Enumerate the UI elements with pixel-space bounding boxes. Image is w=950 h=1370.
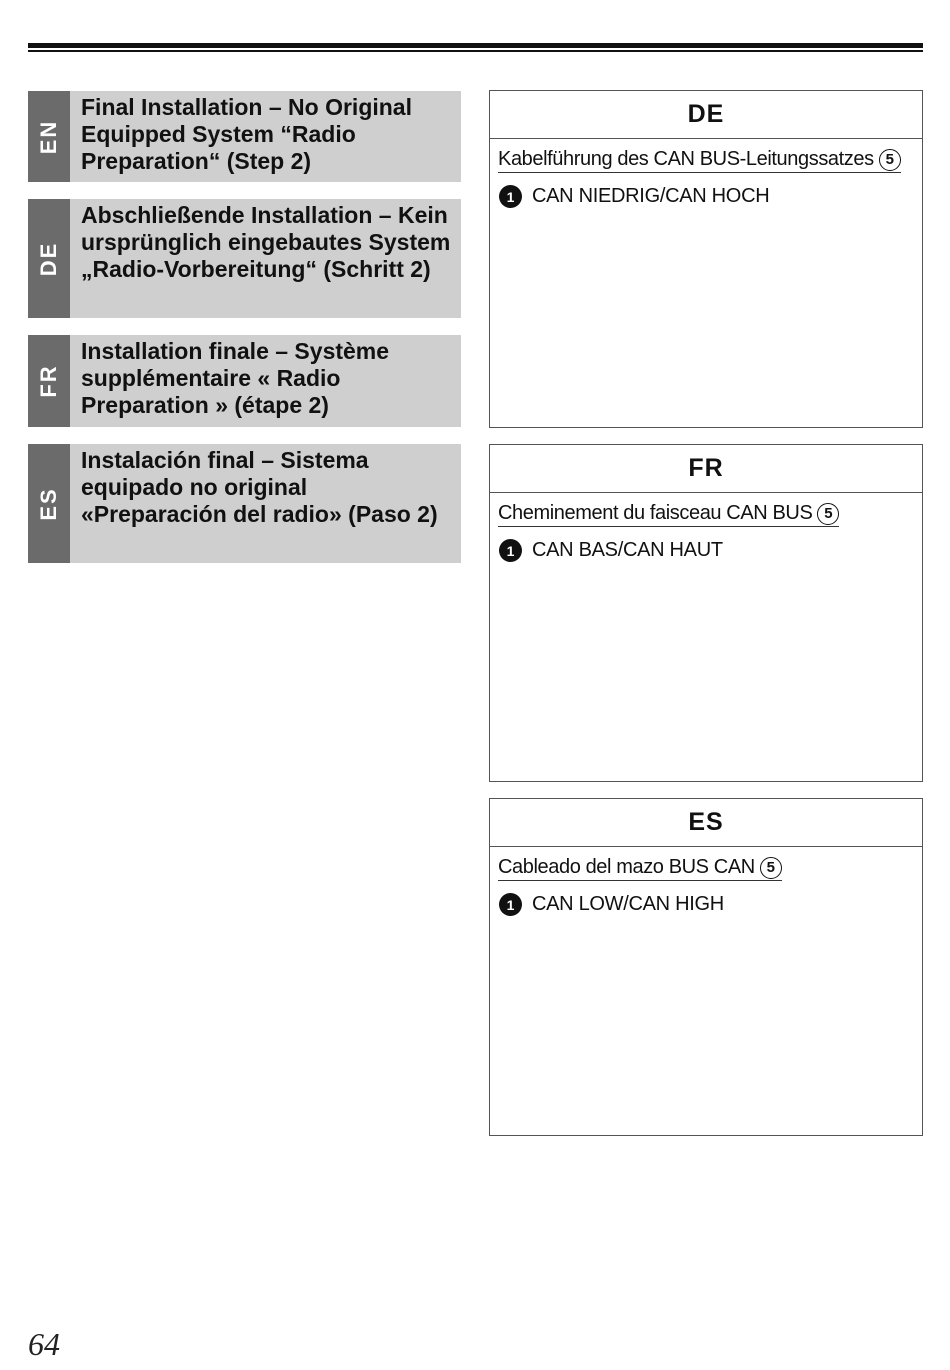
top-rule-thin <box>28 50 923 52</box>
box-es <box>489 798 923 1136</box>
item-text: CAN NIEDRIG/CAN HOCH <box>532 185 770 207</box>
heading-de <box>28 199 461 318</box>
heading-title-de: Abschließende Installation – Kein ursprünglich eingebautes System „Radio-Vorbereitung“ (Schritt 2) <box>81 202 451 282</box>
box-heading-fr: FR <box>490 445 922 493</box>
lang-tab-es: ES <box>28 444 70 563</box>
caption-es: Cableado del mazo BUS CAN 5 <box>498 856 782 881</box>
heading-fr <box>28 335 461 427</box>
item-text: CAN BAS/CAN HAUT <box>532 539 723 561</box>
caption-de: Kabelführung des CAN BUS-Leitungssatzes 5 <box>498 148 901 173</box>
ref-circle: 5 <box>817 503 839 525</box>
list-item <box>499 539 922 562</box>
box-heading-de: DE <box>490 91 922 139</box>
item-text: CAN LOW/CAN HIGH <box>532 893 724 915</box>
number-bullet: 1 <box>499 893 522 916</box>
lang-tab-de: DE <box>28 199 70 318</box>
caption-fr: Cheminement du faisceau CAN BUS 5 <box>498 502 839 527</box>
box-de <box>489 90 923 428</box>
lang-tab-en: EN <box>28 91 70 182</box>
ref-circle: 5 <box>760 857 782 879</box>
list-item <box>499 893 922 916</box>
heading-title-fr: Installation finale – Système supplémentaire « Radio Preparation » (étape 2) <box>81 338 390 418</box>
lang-tab-fr: FR <box>28 335 70 427</box>
number-bullet: 1 <box>499 185 522 208</box>
list-item <box>499 185 922 208</box>
top-rule <box>28 43 923 48</box>
heading-es <box>28 444 461 563</box>
heading-en <box>28 91 461 182</box>
number-bullet: 1 <box>499 539 522 562</box>
box-heading-es: ES <box>490 799 922 847</box>
heading-title-es: Instalación final – Sistema equipado no original «Preparación del radio» (Paso 2) <box>81 447 438 527</box>
heading-title-en: Final Installation – No Original Equipped System “Radio Preparation“ (Step 2) <box>81 94 412 174</box>
box-fr <box>489 444 923 782</box>
ref-circle: 5 <box>879 149 901 171</box>
page-number: 64 <box>28 1326 60 1362</box>
